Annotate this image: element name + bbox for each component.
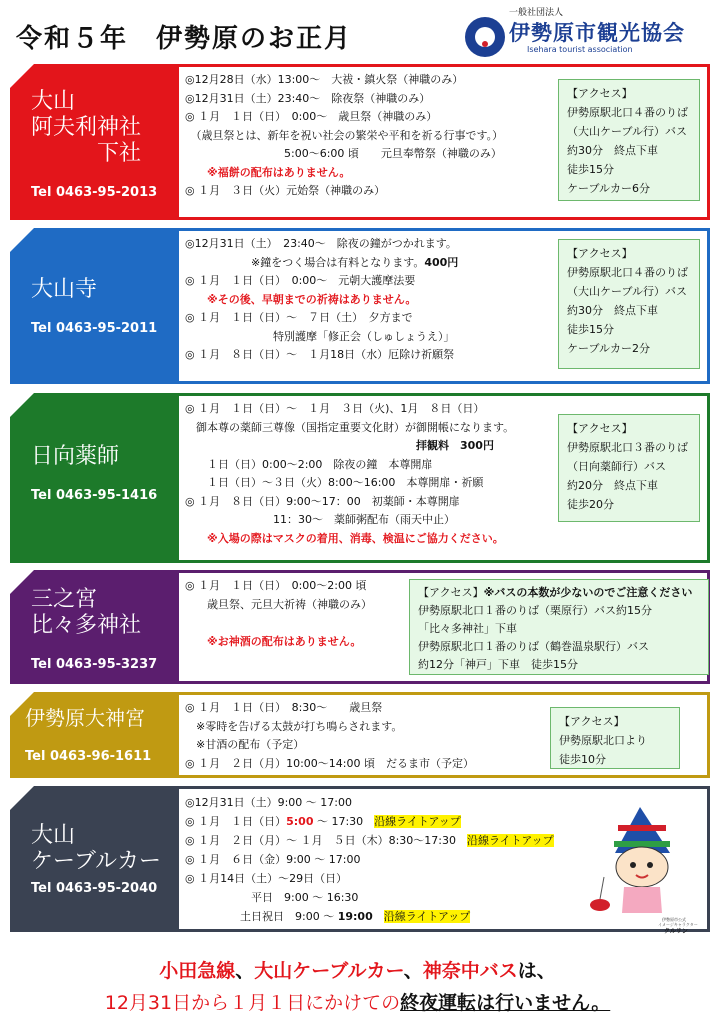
section-tel: Tel 0463-96-1611 [25, 749, 152, 764]
lightup-label: 沿線ライトアップ [383, 910, 471, 923]
section-tab [13, 789, 179, 929]
schedule-line: （歳旦祭とは、新年を祝い社会の繁栄や平和を祈る行事です。） [185, 128, 504, 142]
lightup-label: 沿線ライトアップ [467, 834, 554, 847]
schedule-list: ◎12月31日（土） 23:40～ 除夜の鐘がつかれます。 ※鐘をつく場合は有料となります。400円 ◎ １月 １日（日） 0:00～ 元朝大護摩法要 ※その後、早朝までの祈祷はありません。 ◎ １月 １日（日）～ ７日（土） 夕方まで 特別護摩「修正会（しゅしょうえ）」 ◎ １月 ８日（日）～ １月18日（水）厄除け祈願祭 [185, 237, 459, 361]
access-box: 【アクセス】 伊勢原駅北口より 徒歩10分 [550, 707, 680, 769]
section-tab [13, 396, 179, 560]
section-afuri-shrine [10, 64, 710, 220]
section-hinata-yakushi [10, 393, 710, 563]
section-tel: Tel 0463-95-2011 [31, 321, 158, 336]
logo-title: 伊勢原市観光協会 [509, 21, 685, 45]
access-box: 【アクセス】 伊勢原駅北口４番のりば （大山ケーブル行）バス 約30分 終点下車 徒歩15分 ケーブルカー2分 [558, 239, 700, 369]
schedule-line: ◎12月28日（水）13:00～ 大祓・鎮火祭（神職のみ） [185, 73, 464, 86]
notice-text: ※その後、早朝までの祈祷はありません。 [185, 292, 417, 306]
logo-english: Isehara tourist association [527, 45, 633, 54]
page-title: 令和５年 伊勢原のお正月 [16, 24, 353, 54]
section-name: 日向薬師 [31, 444, 120, 469]
section-tab [13, 231, 179, 381]
schedule-line: ◎ １月 ３日（火）元始祭（神職のみ） [185, 184, 386, 197]
section-name: 大山 ケーブルカー [31, 823, 162, 874]
section-name: 大山 阿夫利神社 下社 [31, 89, 142, 166]
section-tab [13, 573, 179, 681]
access-box: 【アクセス】 伊勢原駅北口４番のりば （大山ケーブル行）バス 約30分 終点下車 徒歩15分 ケーブルカー6分 [558, 79, 700, 201]
section-name: 伊勢原大神宮 [25, 706, 145, 730]
section-tab [13, 695, 179, 775]
access-box: 【アクセス】※バスの本数が少ないのでご注意ください 伊勢原駅北口１番のりば（栗原行）バス約15分 「比々多神社」下車 伊勢原駅北口１番のりば（鶴巻温泉駅行）バス 約12分「神戸」下車 徒歩15分 [409, 579, 709, 675]
notice-text: ※お神酒の配布はありません。 [185, 634, 362, 648]
section-name: 三之宮 比々多神社 [31, 587, 142, 638]
schedule-list: ◎12月31日（土）9:00 ～ 17:00 ◎ １月 １日（日）5:00 ～ 17:30 沿線ライトアップ ◎ １月 ２日（月）～ １月 ５日（木）8:30～17:30 沿線ライトアップ ◎ １月 ６日（金）9:00 ～ 17:00 ◎ １月14日（土）～29日（日） 平日 9:00 ～ 16:30 土日祝日 9:00 ～ 19:00 沿線ライトアップ [185, 796, 554, 923]
footer-notice-line-2: 12月31日から１月１日にかけての終夜運転は行いません。 [104, 992, 611, 1014]
notice-text: ※福餅の配布はありません。 [185, 165, 351, 179]
header [0, 0, 715, 62]
schedule-list: ◎ １月 １日（日） 8:30～ 歳旦祭 ※零時を告げる太鼓が打ち鳴らされます。 ※甘酒の配布（予定） ◎ １月 ２日（月）10:00～14:00 頃 だるま市（予定） [185, 701, 474, 770]
section-tel: Tel 0463-95-1416 [31, 488, 158, 503]
section-tel: Tel 0463-95-2013 [31, 185, 158, 200]
section-tab [13, 67, 179, 217]
section-oyamadera [10, 228, 710, 384]
section-tel: Tel 0463-95-3237 [31, 657, 158, 672]
schedule-list: ◎ １月 １日（日）～ １月 ３日（火)、1月 ８日（日） 御本尊の薬師三尊像（国指定重要文化財）が御開帳になります。 拝観料 300円 １日（日）0:00～2:00 除夜の鐘 本尊開扉 １日（日）～３日（火）8:00～16:00 本尊開扉・祈願 ◎ １月 ８日（日）9:00～17：00 初薬師・本尊開扉 11：30～ 薬師粥配布（雨天中止） ※入場の際はマスクの着用、消毒、検温にご協力ください。 [185, 400, 514, 548]
access-box: 【アクセス】 伊勢原駅北口３番のりば （日向薬師行）バス 約20分 終点下車 徒歩20分 [558, 414, 700, 522]
section-isehara-daijingu [10, 692, 710, 778]
mascot-caption-line-2: イメージキャラクター [658, 922, 698, 927]
section-name: 大山寺 [31, 277, 98, 302]
logo-subtitle: 一般社団法人 [509, 8, 564, 18]
logo [465, 5, 710, 61]
section-hibita-shrine [10, 570, 710, 684]
schedule-list [185, 71, 503, 201]
schedule-line: 5:00～6:00 頃 元旦奉幣祭（神職のみ） [185, 147, 502, 160]
lightup-label: 沿線ライトアップ [374, 815, 461, 828]
schedule-line: ◎12月31日（土）23:40～ 除夜祭（神職のみ） [185, 91, 431, 105]
schedule-line: ◎ １月 １日（日） 0:00～ 歳旦祭（神職のみ） [185, 110, 438, 123]
mascot-kururin-illustration [590, 805, 698, 935]
footer-notice-line-1: 小田急線、大山ケーブルカー、神奈中バスは、 [159, 960, 556, 982]
mascot-name: クルリン [664, 928, 688, 935]
notice-text: ※入場の際はマスクの着用、消毒、検温にご協力ください。 [185, 531, 504, 545]
logo-mark-icon [465, 17, 505, 57]
section-tel: Tel 0463-95-2040 [31, 881, 158, 896]
mascot-caption-line-1: 伊勢原市公式 [662, 917, 686, 922]
schedule-list: ◎ １月 １日（日） 0:00～2:00 頃 歳旦祭、元旦大祈祷（神職のみ） ※お神酒の配布はありません。 [185, 577, 372, 651]
